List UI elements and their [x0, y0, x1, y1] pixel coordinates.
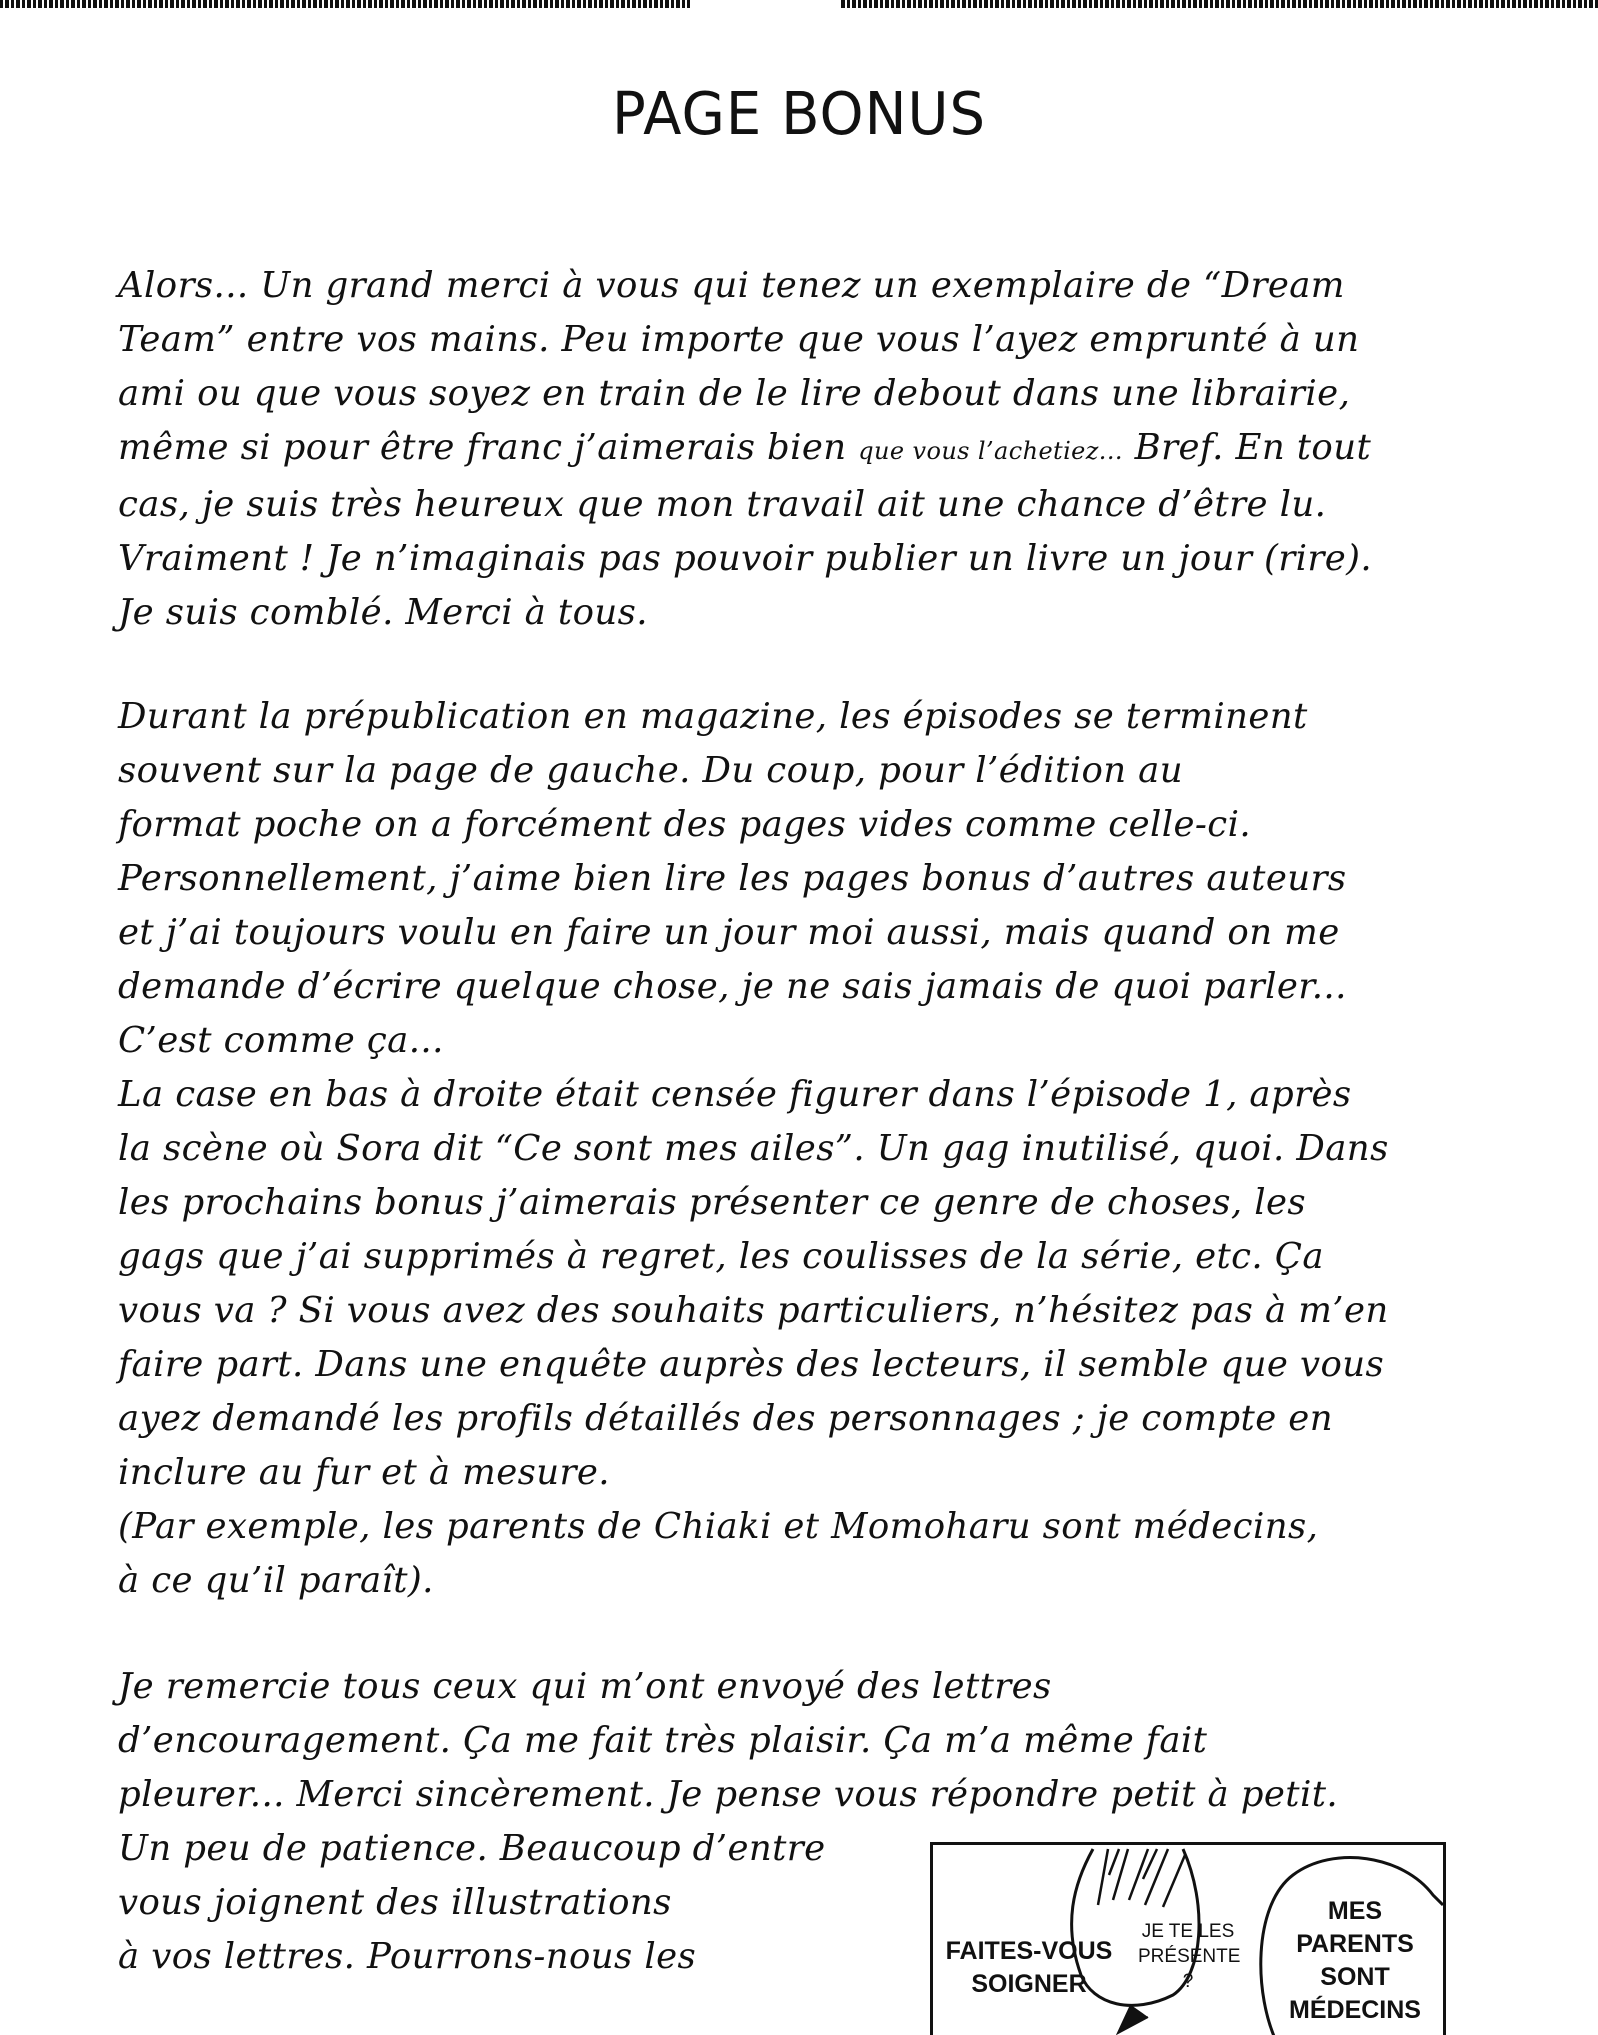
text-line: vous va ? Si vous avez des souhaits particuliers, n’hésitez pas à m’en [118, 1290, 1389, 1331]
text-line: à ce qu’il paraît). [118, 1560, 434, 1601]
text-line: pleurer... Merci sincèrement. Je pense vous répondre petit à petit. [118, 1774, 1339, 1815]
text-line [118, 421, 1372, 478]
text-line: inclure au fur et à mesure. [118, 1452, 610, 1493]
bubble-tail [1118, 2005, 1148, 2033]
text-line: format poche on a forcément des pages vides comme celle-ci. [118, 804, 1252, 845]
text-line: demande d’écrire quelque chose, je ne sais jamais de quoi parler... [118, 966, 1347, 1007]
text-line: faire part. Dans une enquête auprès des lecteurs, il semble que vous [118, 1344, 1385, 1385]
text-line: Team” entre vos mains. Peu importe que vous l’ayez emprunté à un [118, 319, 1360, 360]
text-line: ayez demandé les profils détaillés des personnages ; je compte en [118, 1398, 1333, 1439]
speed-lines [1098, 1849, 1185, 1907]
text-line: Durant la prépublication en magazine, les épisodes se terminent [118, 696, 1308, 737]
text-line: d’encouragement. Ça me fait très plaisir. Ça m’a même fait [118, 1720, 1208, 1761]
text-line: Un peu de patience. Beaucoup d’entre [118, 1828, 826, 1869]
text-line: La case en bas à droite était censée figurer dans l’épisode 1, après [118, 1074, 1352, 1115]
text-line: Je suis comblé. Merci à tous. [118, 592, 648, 633]
manga-panel [930, 1842, 1446, 2035]
speech-bubble-right: MES PARENTS SONT MÉDECINS [1289, 1897, 1421, 2024]
text-line: vous joignent des illustrations [118, 1882, 672, 1923]
text-line: à vos lettres. Pourrons-nous les [118, 1936, 697, 1977]
text-line: et j’ai toujours voulu en faire un jour moi aussi, mais quand on me [118, 912, 1340, 953]
small-aside-text: que vous l’achetiez... [858, 437, 1123, 465]
speech-bubble-middle: JE TE LES PRÉSENTE ? [1138, 1921, 1241, 1992]
text-fragment: Bref. En tout [1134, 427, 1372, 468]
text-line: (Par exemple, les parents de Chiaki et Momoharu sont médecins, [118, 1506, 1319, 1547]
page-title: PAGE BONUS [611, 80, 987, 149]
paragraph-intro [118, 259, 1372, 640]
text-line: C’est comme ça... [118, 1020, 444, 1061]
paragraph-body [118, 690, 1389, 1608]
top-border-gap [690, 0, 840, 8]
text-line: ami ou que vous soyez en train de le lire debout dans une librairie, [118, 373, 1351, 414]
text-line: Je remercie tous ceux qui m’ont envoyé des lettres [118, 1666, 1052, 1707]
text-line: Alors... Un grand merci à vous qui tenez un exemplaire de “Dream [118, 265, 1345, 306]
text-line: Personnellement, j’aime bien lire les pages bonus d’autres auteurs [118, 858, 1347, 899]
text-line: souvent sur la page de gauche. Du coup, pour l’édition au [118, 750, 1184, 791]
text-line: la scène où Sora dit “Ce sont mes ailes”. Un gag inutilisé, quoi. Dans [118, 1128, 1389, 1169]
text-fragment: même si pour être franc j’aimerais bien [118, 427, 847, 468]
text-line: cas, je suis très heureux que mon travail ait une chance d’être lu. [118, 484, 1327, 525]
text-line: Vraiment ! Je n’imaginais pas pouvoir publier un livre un jour (rire). [118, 538, 1373, 579]
text-line: les prochains bonus j’aimerais présenter ce genre de choses, les [118, 1182, 1307, 1223]
speech-bubble-left: FAITES-VOUS SOIGNER [945, 1937, 1113, 1998]
text-line: gags que j’ai supprimés à regret, les coulisses de la série, etc. Ça [118, 1236, 1324, 1277]
